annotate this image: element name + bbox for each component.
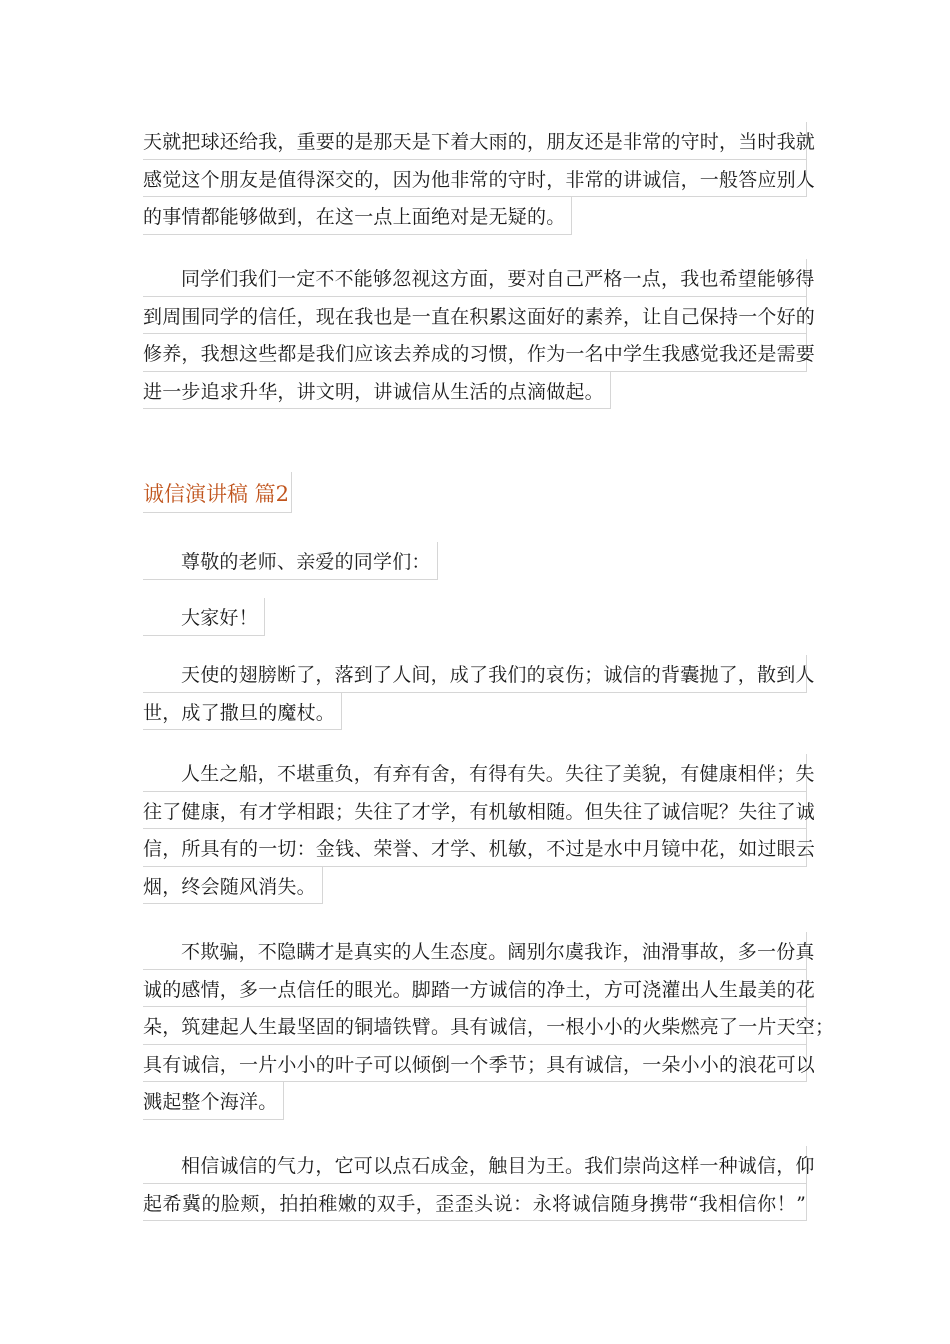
paragraph-line: 进一步追求升华，讲文明，讲诚信从生活的点滴做起。 (143, 372, 611, 410)
paragraph-line: 天使的翅膀断了，落到了人间，成了我们的哀伤；诚信的背囊抛了，散到人 (143, 655, 807, 693)
greeting-text: 尊敬的老师、亲爱的同学们： (143, 542, 438, 580)
paragraph-line: 天就把球还给我，重要的是那天是下着大雨的，朋友还是非常的守时，当时我就 (143, 122, 807, 160)
paragraph-line: 同学们我们一定不不能够忽视这方面，要对自己严格一点，我也希望能够得 (143, 259, 807, 297)
paragraph-4 (143, 754, 816, 904)
paragraph-line: 起希冀的脸颊，拍拍稚嫩的双手，歪歪头说：永将诚信随身携带“我相信你！” (143, 1184, 807, 1222)
paragraph-line: 到周围同学的信任，现在我也是一直在积累这面好的素养，让自己保持一个好的 (143, 297, 807, 335)
greeting-line (143, 542, 438, 580)
paragraph-2 (143, 259, 816, 409)
paragraph-line: 感觉这个朋友是值得深交的，因为他非常的守时，非常的讲诚信，一般答应别人 (143, 160, 807, 198)
paragraph-line: 溅起整个海洋。 (143, 1082, 284, 1120)
paragraph-line: 不欺骗，不隐瞒才是真实的人生态度。阔别尔虞我诈，油滑事故，多一份真 (143, 932, 807, 970)
paragraph-5 (143, 932, 835, 1120)
paragraph-3 (143, 655, 815, 730)
hello-text: 大家好！ (143, 598, 265, 636)
paragraph-line: 诚的感情，多一点信任的眼光。脚踏一方诚信的净土，方可浇灌出人生最美的花 (143, 970, 807, 1008)
paragraph-line: 具有诚信，一片小小的叶子可以倾倒一个季节；具有诚信，一朵小小的浪花可以 (143, 1045, 807, 1083)
paragraph-line: 人生之船，不堪重负，有弃有舍，有得有失。失往了美貌，有健康相伴；失 (143, 754, 807, 792)
hello-line (143, 598, 265, 636)
paragraph-line: 信，所具有的一切：金钱、荣誉、才学、机敏，不过是水中月镜中花，如过眼云 (143, 829, 807, 867)
paragraph-line: 的事情都能够做到，在这一点上面绝对是无疑的。 (143, 197, 572, 235)
paragraph-line: 往了健康，有才学相跟；失往了才学，有机敏相随。但失往了诚信呢？失往了诚 (143, 792, 807, 830)
paragraph-line: 烟，终会随风消失。 (143, 867, 323, 905)
paragraph-1 (143, 122, 816, 235)
paragraph-line: 世，成了撒旦的魔杖。 (143, 693, 342, 731)
paragraph-6 (143, 1146, 815, 1221)
paragraph-line: 相信诚信的气力，它可以点石成金，触目为王。我们崇尚这样一种诚信，仰 (143, 1146, 807, 1184)
paragraph-line: 朵，筑建起人生最坚固的铜墙铁臂。具有诚信，一根小小的火柴燃亮了一片天空； (143, 1007, 807, 1045)
paragraph-line: 修养，我想这些都是我们应该去养成的习惯，作为一名中学生我感觉我还是需要 (143, 334, 807, 372)
section-heading: 诚信演讲稿 篇2 (143, 472, 292, 513)
